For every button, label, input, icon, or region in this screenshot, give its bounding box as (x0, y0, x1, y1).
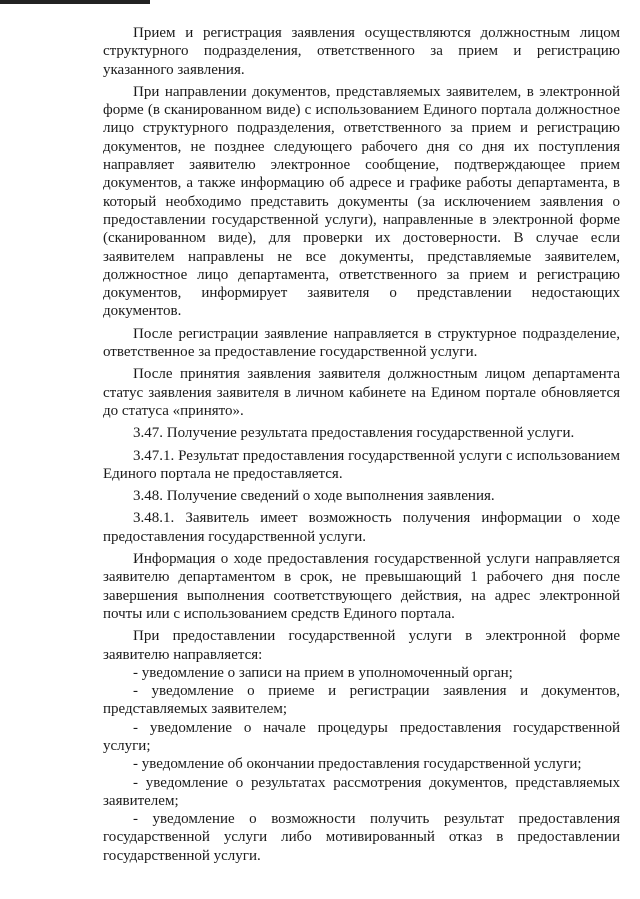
paragraph-notifications-intro: При предоставлении государственной услуги в электронной форме заявителю направляется: (103, 628, 620, 663)
list-item-review-results: - уведомление о результатах рассмотрения документов, представляемых заявителем; (103, 774, 620, 809)
list-item-appointment: - уведомление о записи на прием в уполномоченный орган; (133, 664, 513, 681)
list-item-registration: - уведомление о приеме и регистрации заявления и документов, представляемых заявителем; (103, 683, 620, 718)
scan-edge-mark (0, 0, 150, 4)
paragraph-progress-info: Информация о ходе предоставления государственной услуги направляется заявителю департаментом в срок, не превышающий 1 рабочего дня после завершения выполнения соответствующего действия, на адрес электронной почты или с использованием средств Единого портала. (103, 551, 620, 622)
document-page (103, 24, 620, 865)
list-item-procedure-start: - уведомление о начале процедуры предоставления государственной услуги; (103, 719, 620, 754)
paragraph-electronic-submission: При направлении документов, представляемых заявителем, в электронной форме (в сканированном виде) с использованием Единого портала должностное лицо структурного подразделения, ответственного за прием и регистрацию документов, не позднее следующего рабочего дня со дня их поступления направляет заявителю электронное сообщение, подтверждающее прием документов, а также информацию об адресе и графике работы департамента, в который необходимо представить документы (за исключением заявления о предоставлении государственной услуги), направленные в электронной форме (сканированном виде), для проверки их достоверности. В случае если заявителем направлены не все документы, представляемые заявителем, должностное лицо департамента, ответственного за прием и регистрацию документов, информирует заявителя о представлении недостающих документов. (103, 83, 620, 320)
paragraph-reception: Прием и регистрация заявления осуществляются должностным лицом структурного подразделения, ответственного за прием и регистрацию указанного заявления. (103, 25, 620, 78)
section-3-48: 3.48. Получение сведений о ходе выполнения заявления. (133, 488, 495, 505)
section-3-48-1: 3.48.1. Заявитель имеет возможность получения информации о ходе предоставления государственной услуги. (103, 510, 620, 545)
list-item-result-or-refusal: - уведомление о возможности получить результат предоставления государственной услуги либо мотивированный отказ в предоставлении государственной услуги. (103, 811, 620, 864)
list-item-completion: - уведомление об окончании предоставления государственной услуги; (133, 756, 582, 773)
paragraph-status-accepted: После принятия заявления заявителя должностным лицом департамента статус заявления заявителя в личном кабинете на Едином портале обновляется до статуса «принято». (103, 366, 620, 419)
section-3-47-1: 3.47.1. Результат предоставления государственной услуги с использованием Единого портала не предоставляется. (103, 447, 620, 482)
paragraph-after-registration: После регистрации заявление направляется в структурное подразделение, ответственное за предоставление государственной услуги. (103, 325, 620, 361)
section-3-47: 3.47. Получение результата предоставления государственной услуги. (133, 425, 575, 442)
